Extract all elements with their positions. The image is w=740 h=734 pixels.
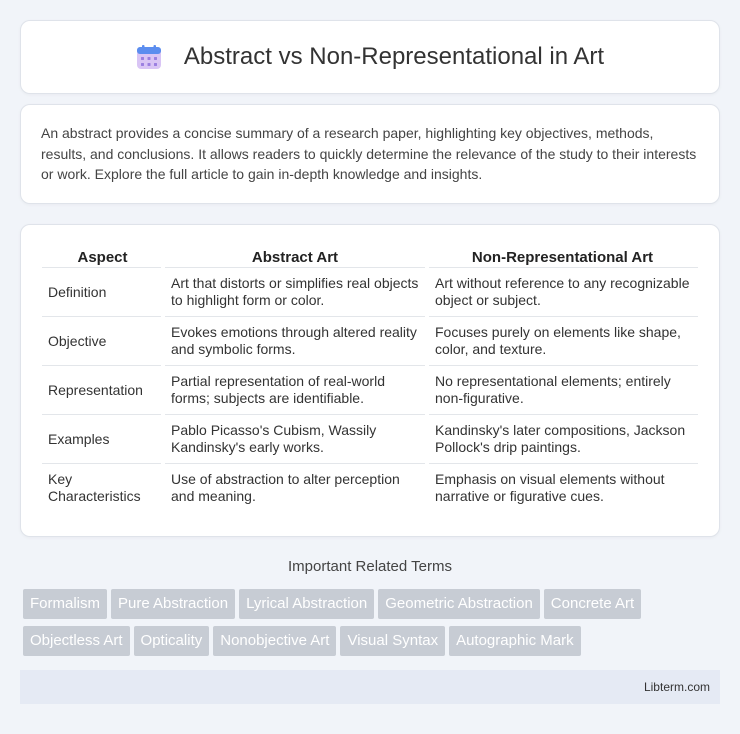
abstract-card <box>20 104 720 204</box>
table-cell-non-representational: Kandinsky's later compositions, Jackson Pollock's drip paintings. <box>427 415 698 464</box>
table-row <box>42 268 698 317</box>
related-term-tag[interactable]: Nonobjective Art <box>213 626 336 656</box>
table-cell-aspect: Key Characteristics <box>42 464 163 513</box>
related-term-tag[interactable]: Visual Syntax <box>340 626 445 656</box>
related-term-tag[interactable]: Formalism <box>23 589 107 619</box>
related-term-tag[interactable]: Opticality <box>134 626 210 656</box>
calendar-icon <box>136 44 162 70</box>
table-row <box>42 464 698 513</box>
table-row <box>42 317 698 366</box>
related-term-tag[interactable]: Objectless Art <box>23 626 130 656</box>
column-header-non-representational-art: Non-Representational Art <box>471 249 654 266</box>
table-cell-aspect: Definition <box>42 268 163 317</box>
related-term-tag[interactable]: Concrete Art <box>544 589 641 619</box>
column-header-aspect: Aspect <box>77 249 128 266</box>
related-term-tag[interactable]: Pure Abstraction <box>111 589 235 619</box>
related-term-tag[interactable]: Lyrical Abstraction <box>239 589 374 619</box>
table-cell-non-representational: Focuses purely on elements like shape, color, and texture. <box>427 317 698 366</box>
table-cell-non-representational: No representational elements; entirely non-figurative. <box>427 366 698 415</box>
table-row <box>42 366 698 415</box>
comparison-table <box>42 243 698 512</box>
related-term-tag[interactable]: Geometric Abstraction <box>378 589 540 619</box>
related-term-tag[interactable]: Autographic Mark <box>449 626 581 656</box>
table-row <box>42 415 698 464</box>
table-header-row <box>42 243 698 268</box>
table-cell-aspect: Representation <box>42 366 163 415</box>
table-cell-abstract: Use of abstraction to alter perception and meaning. <box>163 464 427 513</box>
comparison-table-card <box>20 224 720 537</box>
footer <box>20 670 720 704</box>
page-title: Abstract vs Non-Representational in Art <box>183 43 605 70</box>
table-cell-abstract: Evokes emotions through altered reality and symbolic forms. <box>163 317 427 366</box>
footer-brand-link[interactable]: Libterm.com <box>643 680 710 694</box>
table-cell-aspect: Examples <box>42 415 163 464</box>
related-terms-title: Important Related Terms <box>288 558 452 575</box>
table-cell-non-representational: Art without reference to any recognizable object or subject. <box>427 268 698 317</box>
table-cell-abstract: Pablo Picasso's Cubism, Wassily Kandinsky's early works. <box>163 415 427 464</box>
column-header-abstract-art: Abstract Art <box>251 249 339 266</box>
abstract-text: An abstract provides a concise summary of a research paper, highlighting key objectives, methods, results, and conclusions. It allows readers to quickly determine the relevance of the study to their interests or work. Explore the full article to gain in-depth knowledge and insights. <box>41 125 697 182</box>
table-cell-abstract: Partial representation of real-world forms; subjects are identifiable. <box>163 366 427 415</box>
table-cell-abstract: Art that distorts or simplifies real objects to highlight form or color. <box>163 268 427 317</box>
related-terms-list <box>23 589 723 663</box>
table-cell-aspect: Objective <box>42 317 163 366</box>
table-cell-non-representational: Emphasis on visual elements without narrative or figurative cues. <box>427 464 698 513</box>
title-card <box>20 20 720 94</box>
